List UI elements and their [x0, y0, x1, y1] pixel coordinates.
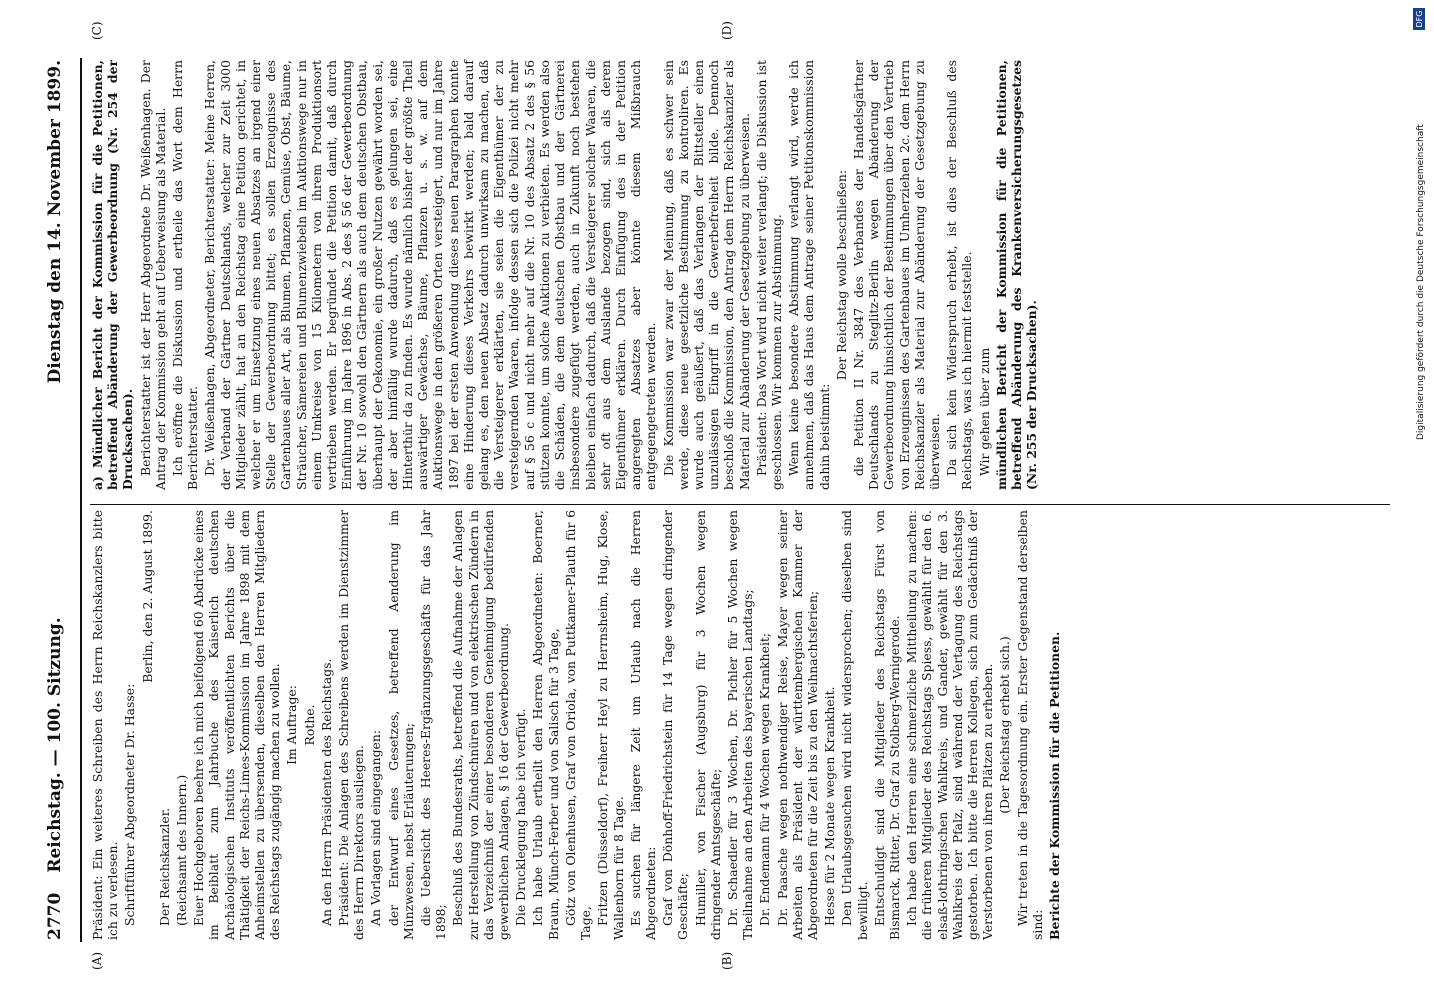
paragraph: Euer Hochgeboren beehre ich mich beifolgend 60 Abdrücke eines im Beiblatt zum Jahrbuche des Kaiserlich deutschen Archäologischen Instituts veröffentlichten Berichts über die Thätigkeit der Reichs-Limes-Kommission im Jahre 1898 mit dem Anheimstellen zu übersenden, dieselben den Herren Mitgliedern des Reichstags zugängig machen zu wollen. — [191, 510, 283, 940]
paragraph: Beschluß des Bundesraths, betreffend die Aufnahme der Anlagen zur Herstellung von Zündschnüren und von elektrischen Zündern in das Verzeichniß der einer besonderen Genehmigung bedürfenden gewerblichen Anlagen, § 16 der Gewerbeordnung. — [450, 510, 512, 940]
paragraph: Es suchen für längere Zeit um Urlaub nach die Herren Abgeordneten: — [627, 510, 658, 940]
paragraph: Präsident: Das Wort wird nicht weiter verlangt; die Diskussion ist geschlossen. Wir kommen zur Abstimmung. — [753, 60, 784, 490]
paragraph: Götz von Olenhusen, Graf von Oriola, von Puttkamer-Plauth für 6 Tage, — [562, 510, 594, 940]
paragraph: Wir gehen über zum — [976, 347, 992, 476]
margin-mark-c: (C) — [90, 21, 104, 40]
dfg-logo: DFG — [1413, 8, 1425, 30]
paragraph: mündlichen Bericht der Kommission für die Petitionen, betreffend Abänderung des Krankenversicherungsgesetzes (Nr. 255 der Drucksachen). — [993, 60, 1040, 490]
section-heading: Berichte der Kommission für die Petitionen. — [1046, 631, 1062, 940]
paragraph: Die Drucklegung habe ich verfügt. — [513, 708, 529, 926]
paragraph: Präsident: Ein weiteres Schreiben des Herrn Reichskanzlers bitte ich zu verlesen. — [90, 510, 121, 940]
paragraph: Berlin, den 2. August 1899. — [139, 510, 155, 683]
paragraph: Dr. Schaedler für 3 Wochen, Dr. Pichler für 5 Wochen wegen Theilnahme an den Arbeiten des bayerischen Landtags; — [724, 510, 756, 940]
paragraph: Schriftführer Abgeordneter Dr. Hasse: — [122, 683, 138, 926]
right-column — [90, 60, 1041, 490]
column-divider — [90, 504, 1390, 505]
digitization-credit: Digitalisierung gefördert durch die Deutsche Forschungsgemeinschaft — [1416, 124, 1426, 440]
paragraph: Hesse für 2 Monate wegen Krankheit. — [822, 686, 838, 926]
paragraph: Dr. Paasche wegen nothwendiger Reise, Mayer wegen seiner Arbeiten als Präsident der württembergischen Kammer der Abgeordneten für die Zeit bis zu den Weihnachtsferien; — [774, 510, 820, 940]
margin-mark-b: (B) — [720, 951, 734, 970]
paragraph: Ich eröffne die Diskussion und ertheile das Wort dem Herrn Berichterstatter. — [170, 60, 201, 490]
paragraph: Die Kommission war zwar der Meinung, daß es schwer sein werde, diese neue gesetzliche Bestimmung zu kontroliren. Es wurde auch geäußert, daß das Verlangen der Bittsteller einen unzulässigen Eingriff in die Gewerbefreiheit bilde. Dennoch beschloß die Kommission, den Antrag dem Herrn Reichskanzler als Material zur Abänderung der Gesetzgebung zu überweisen. — [660, 60, 752, 490]
paragraph: Wir treten in die Tagesordnung ein. Erster Gegenstand derselben sind: — [1014, 510, 1045, 940]
paragraph: (Der Reichstag erhebt sich.) — [997, 636, 1013, 814]
paragraph: Fritzen (Düsseldorf), Freiherr Heyl zu Herrnsheim, Hug, Klose, Wallenborn für 8 Tage. — [595, 510, 626, 940]
paragraph: Humiller, von Fischer (Augsburg) für 3 Wochen wegen dringender Amtsgeschäfte; — [692, 510, 723, 940]
paragraph: der Entwurf eines Gesetzes, betreffend Aenderung im Münzwesen, nebst Erläuterungen; — [385, 510, 416, 940]
margin-mark-d: (D) — [720, 21, 734, 40]
paragraph: Dr. Endemann für 4 Wochen wegen Krankheit; — [757, 632, 773, 926]
paragraph: die Uebersicht des Heeres-Ergänzungsgeschäfts für das Jahr 1898; — [418, 510, 449, 940]
paragraph: Wenn keine besondere Abstimmung verlangt wird, werde ich annehmen, daß das Haus dem Antrage seiner Petitionskommission dahin beistimmt: — [786, 60, 832, 490]
paragraph: a) Mündlicher Bericht der Kommission für die Petitionen, betreffend Abänderung der Gewerbeordnung (Nr. 254 der Drucksachen). — [90, 60, 136, 490]
paragraph: (Reichsamt des Innern.) — [174, 774, 190, 926]
paragraph: An den Herrn Präsidenten des Reichstags. — [318, 658, 334, 926]
paragraph: Den Urlaubsgesuchen wird nicht widersprochen; dieselben sind bewilligt. — [839, 510, 870, 940]
paragraph: Dr. Weißenhagen, Abgeordneter, Berichterstatter: Meine Herren, der Verband der Gärtner Deutschlands, welcher zur Zeit 3000 Mitglieder zählt, hat an den Reichstag eine Petition gerichtet, in welcher er um Einsetzung eines neuen Absatzes an irgend einer Stelle der Gewerbeordnung bittet; es sollen Erzeugnisse des Gartenbaues aller Art, als Blumen, Pflanzen, Gemüse, Obst, Bäume, Sträucher, Sämereien und Blumenzwiebeln im Auktionswege nur in einem Umkreise von 15 Kilometern von ihrem Produktionsort vertrieben werden. Er begründet die Petition damit, daß durch Einführung im Jahre 1896 in Abs. 2 des § 56 der Gewerbeordnung der Nr. 10 sowohl den Gärtnern als auch dem deutschen Obstbau, überhaupt der Oekonomie, ein großer Nutzen gewährt worden sei, der aber hinfällig wurde dadurch, daß es gelungen sei, eine Hinterthür da zu finden. Es wurde nämlich bisher der größte Theil auswärtiger Gewächse, Bäume, Pflanzen u. s. w. auf dem Auktionswege in den größeren Orten versteigert, und nur im Jahre 1897 bei der ersten Anwendung dieses neuen Paragraphen konnte eine Hinderung dieses Verkehrs bewirkt werden; bald darauf gelang es, den neuen Absatz dadurch unwirksam zu machen, daß die Versteigerer erklärten, sie seien die Eigenthümer der zu versteigernden Waaren, infolge dessen sich die Polizei nicht mehr auf § 56 c und nicht mehr auf die Nr. 10 des Absatz 2 des § 56 stützen konnte, um solche Auktionen zu verbieten. Es werden also die Schäden, die dem deutschen Obstbau und der Gärtnerei insbesondere zugefügt werden, auch in Zukunft noch bestehen bleiben einfach dadurch, daß die Versteigerer solcher Waaren, die sehr oft aus dem Auslande bezogen sind, sich als deren Eigenthümer erklären. Durch Einfügung des in der Petition angeregten Absatzes aber könnte diesem Mißbrauch entgegengetreten werden. — [202, 60, 659, 490]
paragraph: Da sich kein Widerspruch erhebt, ist dies der Beschluß des Reichstags, was ich hiermit feststelle. — [944, 60, 975, 490]
page-header — [40, 60, 70, 940]
paragraph: Rothe. — [301, 704, 317, 746]
paragraph: Graf von Dönhoff-Friedrichstein für 14 Tage wegen dringender Geschäfte; — [660, 510, 691, 940]
header-rule — [80, 58, 82, 942]
paragraph: Präsident: Die Anlagen des Schreibens werden im Dienstzimmer des Herrn Direktors ausliegen. — [336, 510, 367, 940]
paragraph: Der Reichstag wolle beschließen: — [833, 169, 849, 381]
left-column — [90, 510, 1064, 940]
page-number: 2770 — [45, 892, 65, 940]
paragraph: Entschuldigt sind die Mitglieder des Reichstags Fürst von Bismarck, Ritter, Dr. Graf zu Stolberg-Wernigerode. — [871, 510, 902, 940]
session-date: Dienstag den 14. November 1899. — [45, 60, 65, 384]
margin-mark-a: (A) — [90, 951, 104, 970]
paragraph: Der Reichskanzler. — [156, 807, 172, 926]
paragraph: Ich habe Urlaub ertheilt den Herren Abgeordneten: Boerner, Braun, Münch-Ferber und von Salisch für 3 Tage, — [530, 510, 561, 940]
publication-title: Reichstag. — 100. Sitzung. — [45, 617, 65, 873]
paragraph: die Petition II Nr. 3847 des Verbandes der Handelsgärtner Deutschlands zu Steglitz-Berlin wegen Abänderung der Gewerbeordnung hinsichtlich der Bestimmungen über den Vertrieb von Erzeugnissen des Gartenbaues im Umherziehen 2c. dem Herrn Reichskanzler als Material zur Abänderung der Gesetzgebung zu überweisen. — [850, 60, 942, 490]
paragraph: Ich habe den Herren eine schmerzliche Mittheilung zu machen: die früheren Mitglieder des Reichstags Spiess, gewählt für den 6. elsaß-lothringischen Wahlkreis, und Gander, gewählt für den 3. Wahlkreis der Pfalz, sind während der Vertagung des Reichstags gestorben. Ich bitte die Herren Kollegen, sich zum Gedächtniß der Verstorbenen von ihren Plätzen zu erheben. — [904, 510, 996, 940]
paragraph: An Vorlagen sind eingegangen: — [368, 729, 384, 926]
paragraph: Im Auftrage: — [284, 685, 300, 765]
paragraph: Berichterstatter ist der Herr Abgeordnete Dr. Weißenhagen. Der Antrag der Kommission geht auf Ueberweisung als Material. — [137, 60, 168, 490]
